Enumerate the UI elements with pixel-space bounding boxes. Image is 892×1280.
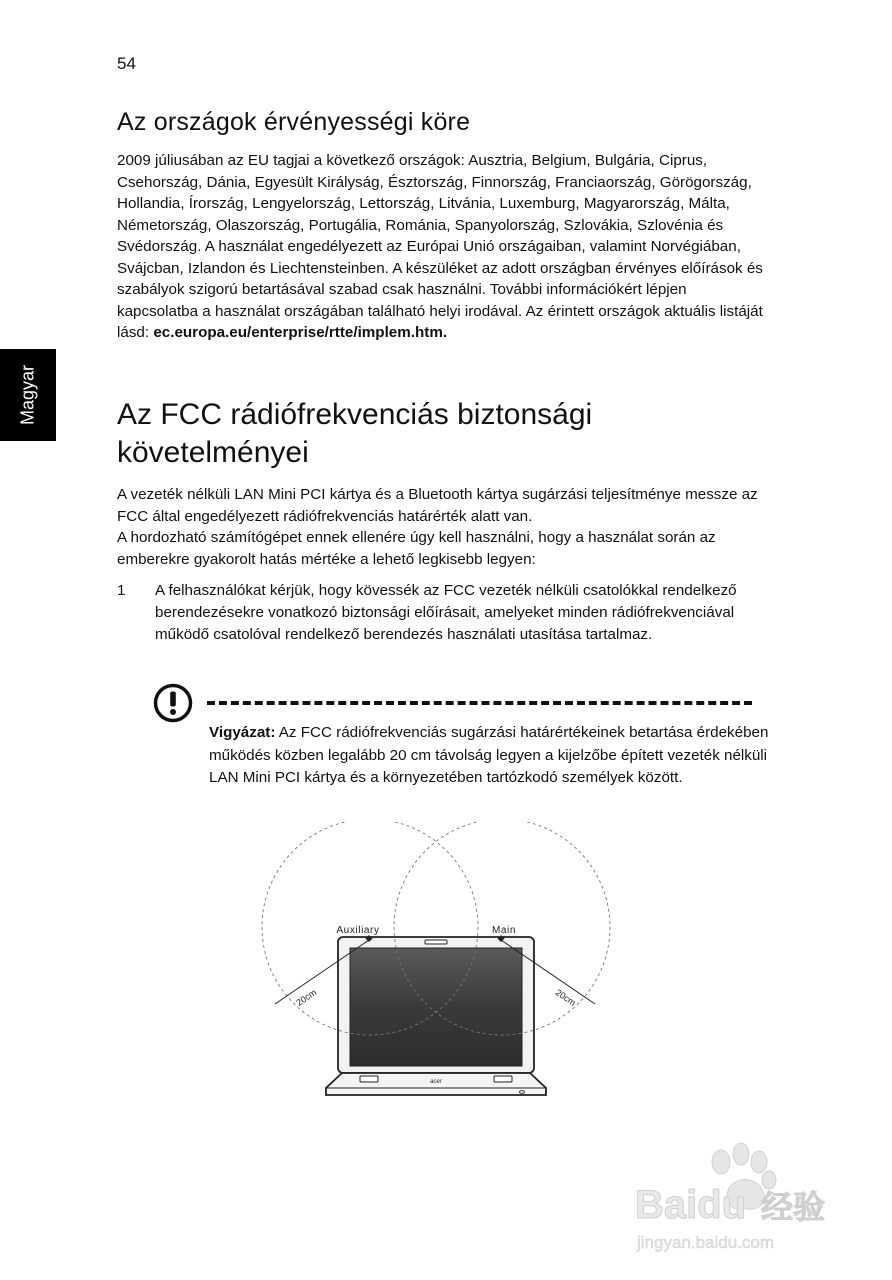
page-number: 54 <box>117 54 136 73</box>
laptop-screen <box>350 948 522 1066</box>
watermark-brand: Baidu <box>635 1183 747 1227</box>
list-item-text: A felhasználókat kérjük, hogy kövessék az FCC vezeték nélküli csatolókkal rendelkező berendezésekre vonatkozó biztonsági előírásait, amelyeket minden rádiófrekvenciával működő csatolóval rendelkező berendezés használati utasítása tartalmaz. <box>155 582 737 643</box>
list-item-number: 1 <box>117 582 126 599</box>
scope-paragraph <box>117 150 767 344</box>
fcc-paragraph-2: A hordozható számítógépet ennek ellenére úgy kell használni, hogy a használat során az emberekre gyakorolt hatás mértéke a lehető legkisebb legyen: <box>117 529 716 568</box>
scope-paragraph-text: 2009 júliusában az EU tagjai a következő országok: Ausztria, Belgium, Bulgária, Ciprus, Csehország, Dánia, Egyesült Királyság, Észtország, Finnország, Franciaország, Görögország, Hollandia, Írország, Lengyelország, Lettország, Litvánia, Luxemburg, Magyarország, Málta, Németország, Olaszország, Portugália, Románia, Spanyolország, Szlovákia, Szlovénia és Svédország. A használat engedélyezett az Európai Unió országaiban, valamint Norvégiában, Svájcban, Izlandon és Liechtensteinben. A készüléket az adott országban érvényes előírások és szabályok szigorú betartásával szabad csak használni. További információkért lépjen kapcsolatba a használat országában található helyi irodával. Az érintett országok aktuális listáját lásd: <box>117 152 763 341</box>
fcc-paragraph-1: A vezeték nélküli LAN Mini PCI kártya és a Bluetooth kártya sugárzási teljesítménye messze az FCC által engedélyezett rádiófrekvenciás határérték alatt van. <box>117 486 758 525</box>
scope-link: ec.europa.eu/enterprise/rtte/implem.htm. <box>153 324 448 341</box>
language-side-tab-label: Magyar <box>17 364 38 426</box>
watermark-suffix: 经验 <box>761 1188 826 1226</box>
warning-divider <box>207 701 752 705</box>
camera-notch <box>425 940 447 944</box>
warning-label: Vigyázat: <box>209 724 276 741</box>
laptop-brand: acer <box>430 1079 442 1085</box>
fcc-paragraph <box>117 484 767 570</box>
warning-text <box>209 722 769 790</box>
warning-body: Az FCC rádiófrekvenciás sugárzási határértékeinek betartása érdekében működés közben legalább 20 cm távolság legyen a kijelzőbe épített vezeték nélküli LAN Mini PCI kártya és a környezetében tartózkodó személyek között. <box>209 724 769 786</box>
right-distance-label: 20cm <box>553 987 578 1008</box>
watermark-url: jingyan.baidu.com <box>637 1233 775 1252</box>
warning-icon <box>153 683 193 723</box>
section-title-fcc: Az FCC rádiófrekvenciás biztonsági követelményei <box>117 398 593 469</box>
watermark-logo <box>633 1140 843 1258</box>
left-distance-label: 20cm <box>294 987 319 1008</box>
language-side-tab <box>0 349 56 441</box>
main-label: Main <box>491 925 517 936</box>
section-title-scope: Az országok érvényességi köre <box>117 108 471 136</box>
antenna-distance-diagram <box>250 822 620 1112</box>
auxiliary-label: Auxiliary <box>336 925 380 936</box>
